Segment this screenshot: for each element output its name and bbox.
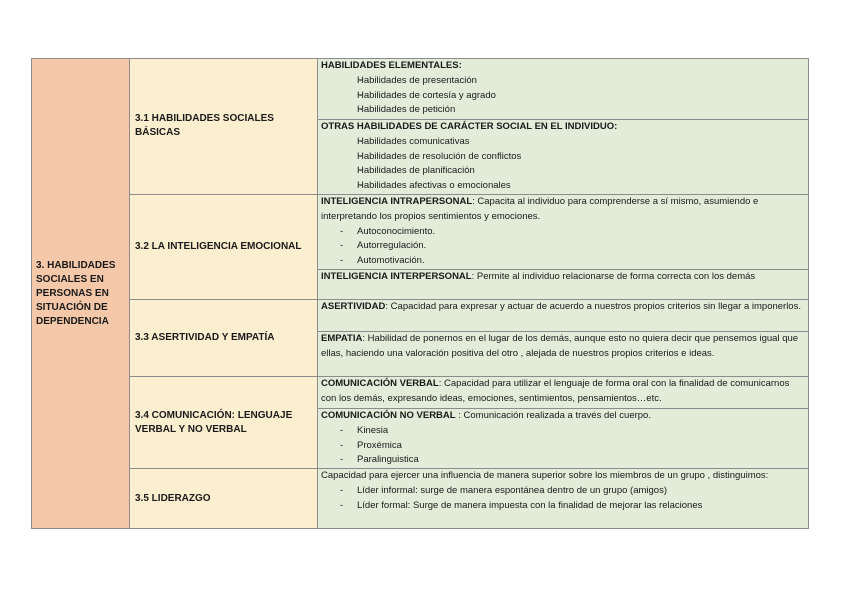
content-comunicacion-no-verbal: [318, 408, 809, 468]
definition-text: : Capacidad para utilizar el lenguaje de forma oral con la finalidad de comunicarnos con los demás, expresando ideas, emociones, sentimientos, pensamientos…etc.: [321, 377, 790, 404]
section-title-cell: [130, 194, 318, 299]
block-heading: OTRAS HABILIDADES DE CARÁCTER SOCIAL EN EL INDIVIDUO:: [321, 121, 618, 132]
list-item: - Kinesia: [321, 424, 805, 439]
section-title-comunicacion: 3.4 COMUNICACIÓN: LENGUAJE VERBAL Y NO VERBAL: [135, 409, 293, 435]
content-habilidades-elementales: [318, 59, 809, 120]
definition: [321, 270, 805, 285]
definition-text: : Permite al individuo relacionarse de forma correcta con los demás: [471, 270, 756, 282]
main-heading-cell: [32, 59, 130, 529]
item-list: [321, 225, 805, 269]
term: INTELIGENCIA INTERPERSONAL: [321, 270, 472, 282]
definition: [321, 409, 805, 424]
section-title-cell: [130, 299, 318, 376]
term: COMUNICACIÓN NO VERBAL: [321, 409, 456, 421]
block-heading: HABILIDADES ELEMENTALES:: [321, 60, 462, 71]
definition: [321, 332, 805, 362]
content-inteligencia-interpersonal: [318, 269, 809, 299]
definition: [321, 195, 805, 225]
section-title-cell: [130, 59, 318, 195]
main-heading: 3. HABILIDADES SOCIALES EN PERSONAS EN SITUACIÓN DE DEPENDENCIA: [36, 259, 116, 327]
list-item: - Habilidades comunicativas: [321, 135, 805, 150]
term: ASERTIVIDAD: [321, 300, 386, 312]
item-list: [321, 74, 805, 118]
content-otras-habilidades: [318, 120, 809, 195]
list-item: - Automotivación.: [321, 254, 805, 269]
section-title-liderazgo: 3.5 LIDERAZGO: [135, 492, 211, 504]
outline-table: [31, 58, 809, 529]
definition-text: : Capacita al individuo para comprenderse a sí mismo, asumiendo e interpretando los propios sentimientos y emociones.: [321, 195, 759, 222]
list-item: - Líder formal: Surge de manera impuesta con la finalidad de mejorar las relaciones: [321, 499, 805, 514]
list-item: - Paralinguistica: [321, 453, 805, 468]
list-item: - Proxémica: [321, 439, 805, 454]
list-item: - Habilidades de cortesía y agrado: [321, 89, 805, 104]
list-item: - Autorregulación.: [321, 239, 805, 254]
content-inteligencia-intrapersonal: [318, 194, 809, 269]
content-asertividad: [318, 299, 809, 331]
list-item: - Habilidades afectivas o emocionales: [321, 179, 805, 194]
item-list: [321, 424, 805, 468]
definition-text: : Habilidad de ponernos en el lugar de los demás, aunque esto no quiera decir que pensemos igual que ellas, haciendo una valoración positiva del otro , alejada de nuestros propios criterios e ideas.: [321, 332, 799, 359]
definition-text: Capacidad para ejercer una influencia de manera superior sobre los miembros de un grupo , distinguimos:: [321, 470, 769, 482]
content-comunicacion-verbal: [318, 376, 809, 408]
list-item: - Habilidades de resolución de conflictos: [321, 150, 805, 165]
list-item: - Líder informal: surge de manera espontánea dentro de un grupo (amigos): [321, 484, 805, 499]
term: INTELIGENCIA INTRAPERSONAL: [321, 195, 473, 207]
section-title-cell: [130, 469, 318, 529]
term: COMUNICACIÓN VERBAL: [321, 377, 439, 389]
section-title-inteligencia-emocional: 3.2 LA INTELIGENCIA EMOCIONAL: [135, 240, 302, 252]
term: EMPATIA: [321, 332, 363, 344]
definition: [321, 300, 805, 315]
definition-text: : Capacidad para expresar y actuar de acuerdo a nuestros propios criterios sin llegar a imponerlos.: [385, 300, 801, 312]
item-list: [321, 484, 805, 514]
section-title-habilidades-sociales-basicas: 3.1 HABILIDADES SOCIALES BÁSICAS: [135, 113, 274, 139]
content-liderazgo: [318, 469, 809, 529]
content-empatia: [318, 331, 809, 376]
definition-text: : Comunicación realizada a través del cuerpo.: [455, 409, 651, 421]
section-title-asertividad-empatia: 3.3 ASERTIVIDAD Y EMPATÍA: [135, 331, 275, 343]
list-item: - Habilidades de planificación: [321, 164, 805, 179]
list-item: - Habilidades de petición: [321, 103, 805, 118]
definition: [321, 377, 805, 407]
item-list: [321, 135, 805, 194]
section-title-cell: [130, 376, 318, 468]
list-item: - Habilidades de presentación: [321, 74, 805, 89]
list-item: - Autoconocimiento.: [321, 225, 805, 240]
